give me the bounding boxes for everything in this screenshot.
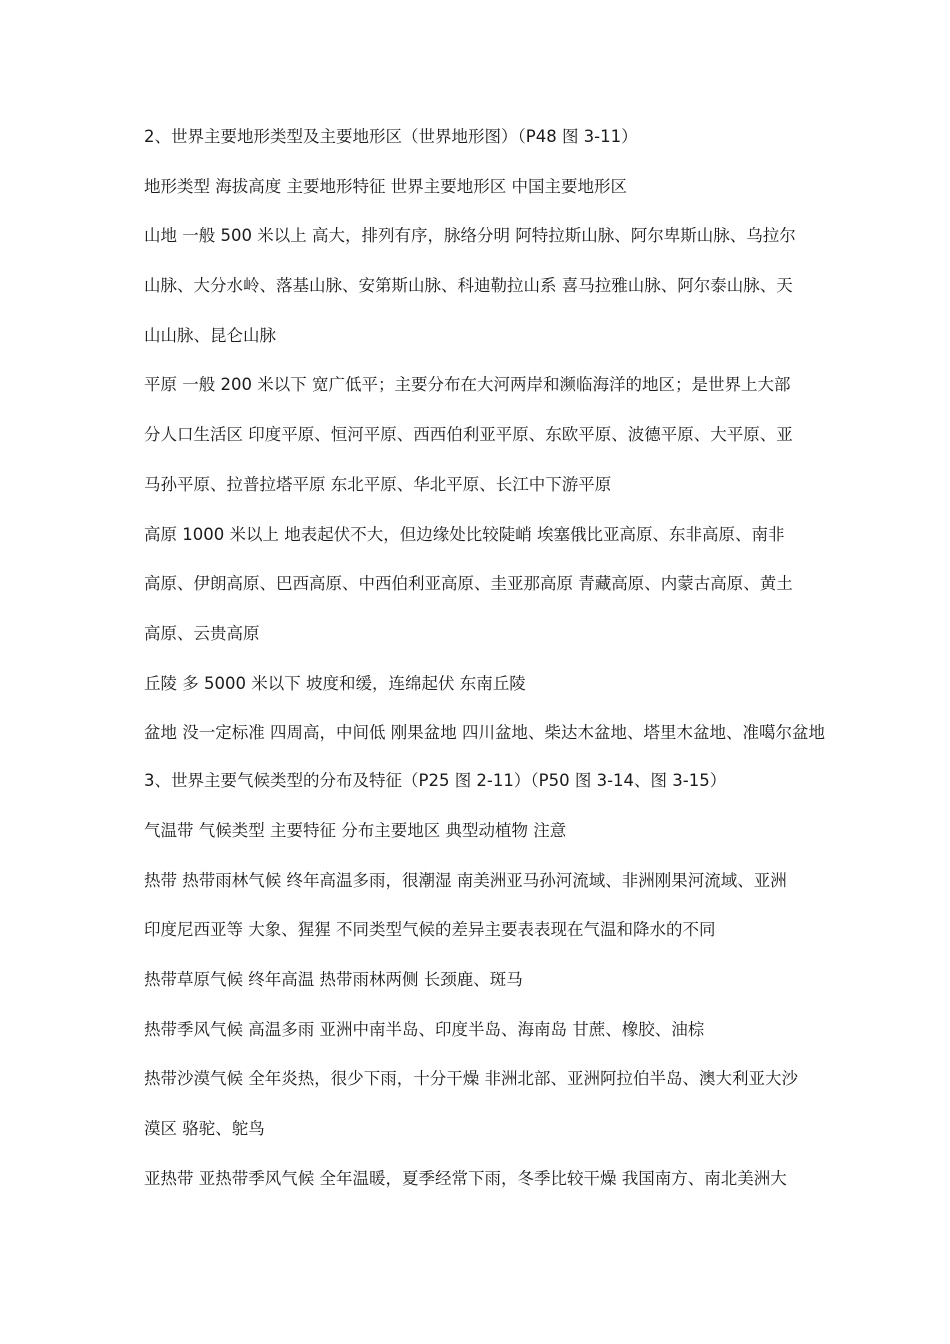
- climate-row-subtropical-monsoon: 亚热带 亚热带季风气候 全年温暖，夏季经常下雨，冬季比较干燥 我国南方、南北美洲大: [144, 1168, 787, 1188]
- document-body: [144, 124, 825, 1215]
- heading-landforms: 2、世界主要地形类型及主要地形区（世界地形图）（P48 图 3-11）: [144, 127, 638, 146]
- climate-row-tropical-rainforest-cont: 印度尼西亚等 大象、猩猩 不同类型气候的差异主要表表现在气温和降水的不同: [144, 920, 716, 940]
- climate-row-tropical-desert-cont: 漠区 骆驼、鸵鸟: [144, 1119, 265, 1139]
- landform-row-plain-cont-1: 分人口生活区 印度平原、恒河平原、西西伯利亚平原、东欧平原、波德平原、大平原、亚: [144, 425, 793, 445]
- climate-row-tropical-monsoon: 热带季风气候 高温多雨 亚洲中南半岛、印度半岛、海南岛 甘蔗、橡胶、油棕: [144, 1019, 705, 1039]
- landform-row-plateau: 高原 1000 米以上 地表起伏不大，但边缘处比较陡峭 埃塞俄比亚高原、东非高原、南非: [144, 524, 785, 544]
- landform-row-mountain-cont-2: 山山脉、昆仑山脉: [144, 325, 276, 345]
- climate-row-tropical-rainforest: 热带 热带雨林气候 终年高温多雨，很潮湿 南美洲亚马孙河流域、非洲刚果河流域、亚洲: [144, 870, 787, 890]
- heading-climate: 3、世界主要气候类型的分布及特征（P25 图 2-11）（P50 图 3-14、图 3-15）: [144, 771, 727, 791]
- landform-row-mountain: 山地 一般 500 米以上 高大，排列有序，脉络分明 阿特拉斯山脉、阿尔卑斯山脉、乌拉尔: [144, 226, 796, 246]
- landform-row-hills: 丘陵 多 5000 米以下 坡度和缓，连绵起伏 东南丘陵: [144, 673, 526, 693]
- landform-row-basin: 盆地 没一定标准 四周高，中间低 刚果盆地 四川盆地、柴达木盆地、塔里木盆地、准噶尔盆地: [144, 723, 825, 743]
- landform-row-plain-cont-2: 马孙平原、拉普拉塔平原 东北平原、华北平原、长江中下游平原: [144, 474, 612, 494]
- landform-row-plateau-cont-1: 高原、伊朗高原、巴西高原、中西伯利亚高原、圭亚那高原 青藏高原、内蒙古高原、黄土: [144, 574, 793, 594]
- landform-row-plateau-cont-2: 高原、云贵高原: [144, 623, 260, 643]
- climate-row-tropical-desert: 热带沙漠气候 全年炎热，很少下雨，十分干燥 非洲北部、亚洲阿拉伯半岛、澳大利亚大沙: [144, 1069, 798, 1089]
- landform-row-plain: 平原 一般 200 米以下 宽广低平；主要分布在大河两岸和濒临海洋的地区；是世界上大部: [144, 375, 791, 395]
- landform-table-header: 地形类型 海拔高度 主要地形特征 世界主要地形区 中国主要地形区: [144, 176, 627, 196]
- climate-row-tropical-savanna: 热带草原气候 终年高温 热带雨林两侧 长颈鹿、斑马: [144, 970, 523, 989]
- landform-row-mountain-cont-1: 山脉、大分水岭、落基山脉、安第斯山脉、科迪勒拉山系 喜马拉雅山脉、阿尔泰山脉、天: [144, 276, 793, 296]
- climate-table-header: 气温带 气候类型 主要特征 分布主要地区 典型动植物 注意: [144, 820, 567, 840]
